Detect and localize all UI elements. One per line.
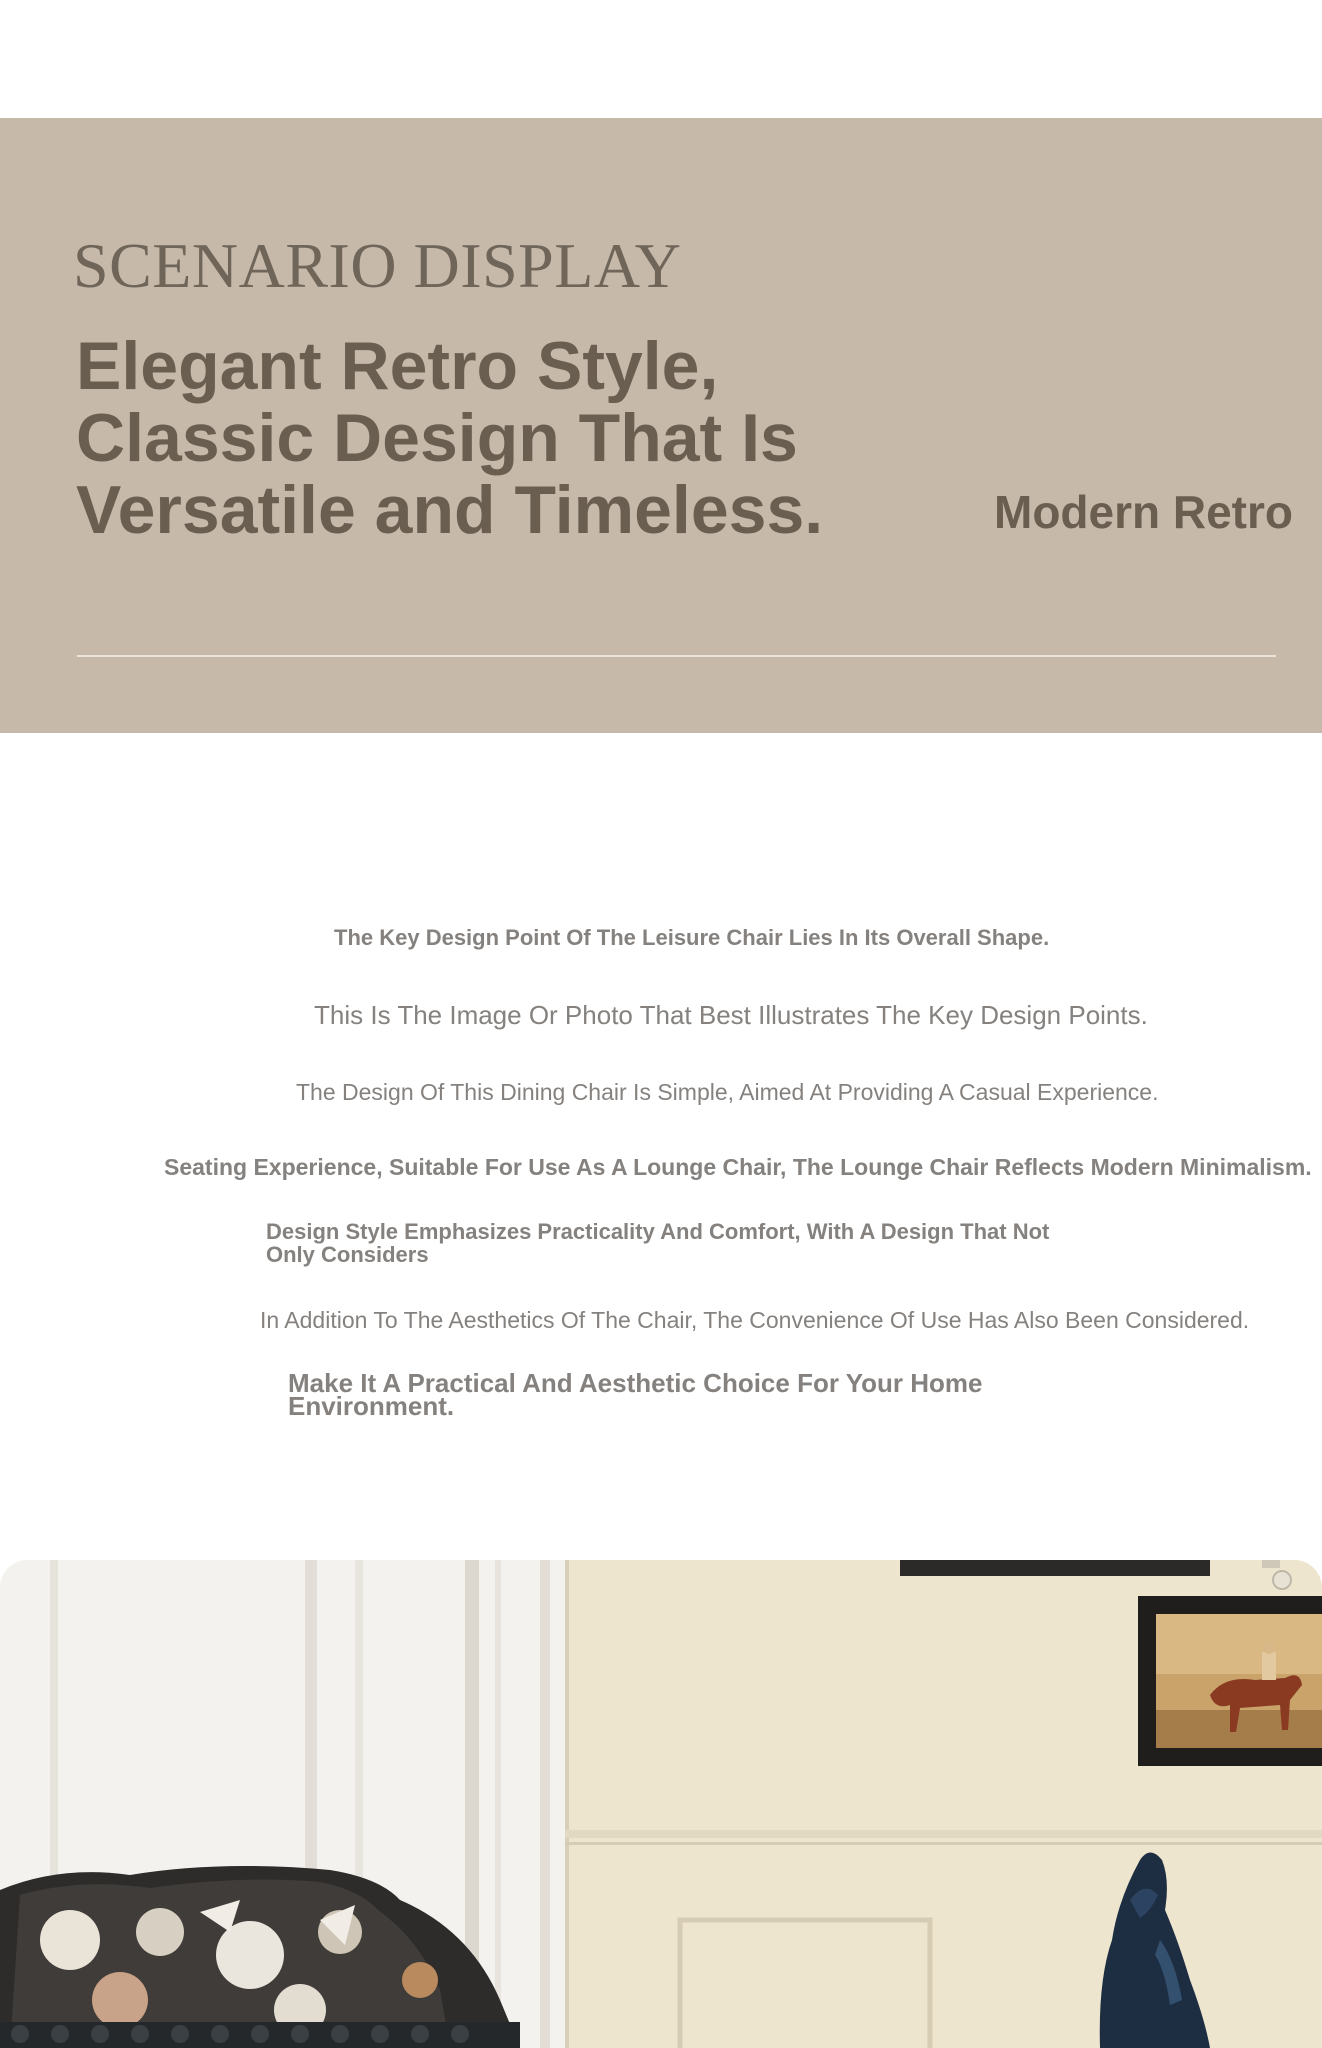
description-line-part: Only Considers	[266, 1242, 429, 1267]
section-eyebrow: SCENARIO DISPLAY	[73, 230, 682, 301]
style-tag: Modern Retro	[994, 486, 1293, 538]
description-line: In Addition To The Aesthetics Of The Chair, The Convenience Of Use Has Also Been Considered.	[260, 1307, 1250, 1333]
scene-photo-illustration	[0, 1560, 1322, 2048]
description-line: The Key Design Point Of The Leisure Chair Lies In Its Overall Shape.	[334, 925, 1050, 950]
description-line: The Design Of This Dining Chair Is Simple, Aimed At Providing A Casual Experience.	[296, 1079, 1159, 1105]
scene-photo	[0, 1560, 1322, 2048]
headline-line: Classic Design That Is	[76, 400, 798, 476]
banner-headline	[76, 330, 896, 546]
description-line-part: Environment.	[288, 1391, 455, 1421]
headline-line: Elegant Retro Style,	[76, 328, 719, 404]
headline-line: Versatile and Timeless.	[76, 472, 824, 548]
description-line	[266, 1220, 1049, 1266]
divider-line	[77, 655, 1276, 657]
description-line-part: Design Style Emphasizes Practicality And Comfort, With A Design That Not	[266, 1219, 1050, 1244]
description-line-part: Make It A Practical And Aesthetic Choice For Your Home	[288, 1368, 983, 1398]
description-line: This Is The Image Or Photo That Best Illustrates The Key Design Points.	[314, 1000, 1148, 1030]
description-line	[288, 1368, 983, 1421]
description-line: Seating Experience, Suitable For Use As A Lounge Chair, The Lounge Chair Reflects Modern Minimalism.	[164, 1154, 1312, 1180]
